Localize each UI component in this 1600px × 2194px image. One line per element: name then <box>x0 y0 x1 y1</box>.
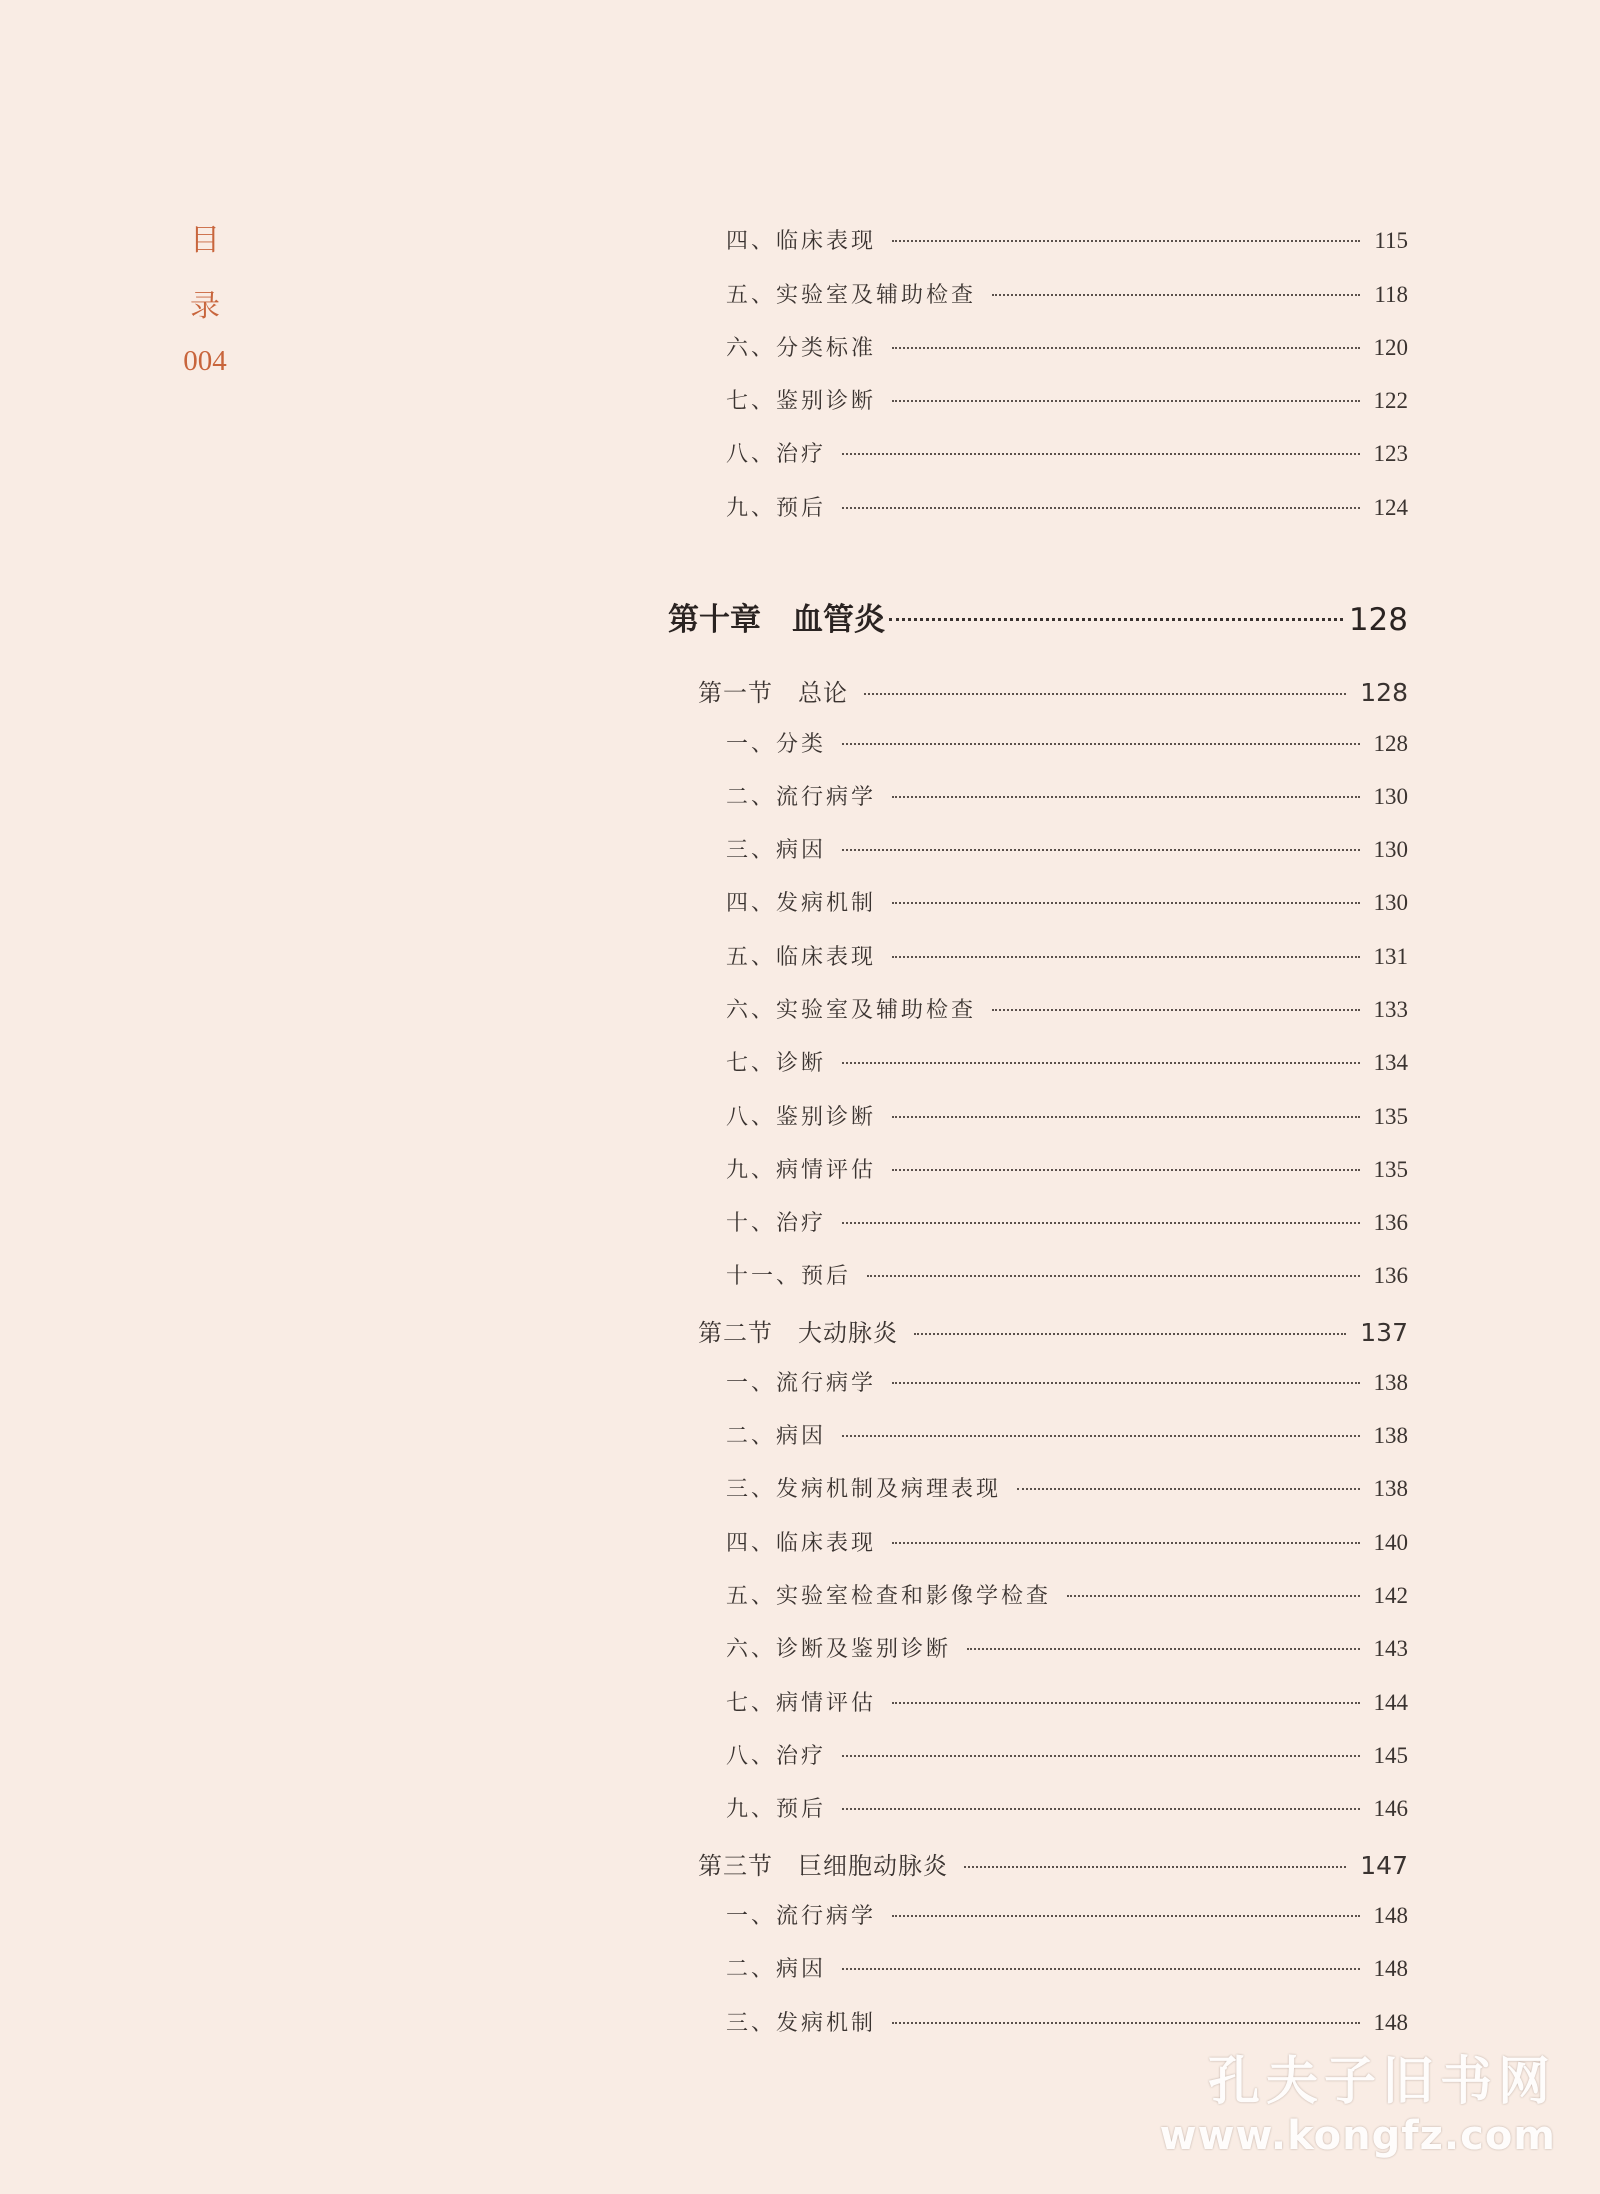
dot-leader <box>892 902 1359 904</box>
page-number-text: 004 <box>183 345 227 377</box>
dot-leader <box>967 1648 1359 1650</box>
toc-entry-page: 138 <box>1373 1423 1408 1448</box>
dot-leader <box>892 400 1359 402</box>
dot-leader <box>892 1116 1359 1118</box>
toc-item <box>726 224 1408 255</box>
toc-entry-label: 三、病因 <box>726 838 827 863</box>
toc-entry-page: 131 <box>1373 944 1408 969</box>
toc-item <box>726 1419 1408 1450</box>
toc-entry-label: 第十章 血管炎 <box>668 602 885 638</box>
toc-entry-page: 120 <box>1373 335 1408 360</box>
dot-leader <box>842 453 1359 455</box>
toc-item <box>726 1899 1408 1930</box>
toc-entry-page: 136 <box>1373 1210 1408 1235</box>
toc-entry-page: 134 <box>1373 1050 1408 1075</box>
dot-leader <box>892 347 1359 349</box>
toc-entry-page: 128 <box>1360 678 1408 707</box>
toc-entry-label: 二、病因 <box>726 1957 827 1982</box>
toc-entry-page: 115 <box>1374 228 1408 253</box>
toc-item <box>726 780 1408 811</box>
toc-entry-label: 八、治疗 <box>726 442 827 467</box>
watermark <box>1160 2052 1556 2160</box>
toc-item <box>726 1952 1408 1983</box>
toc-entry-page: 135 <box>1373 1157 1408 1182</box>
toc-entry-page: 128 <box>1373 731 1408 756</box>
toc-item <box>726 886 1408 917</box>
toc-chapter <box>668 594 1408 639</box>
dot-leader <box>1017 1488 1359 1490</box>
toc-item <box>726 1153 1408 1184</box>
toc-entry-page: 147 <box>1360 1851 1408 1880</box>
toc-entry-label: 第三节 巨细胞动脉炎 <box>698 1852 948 1880</box>
toc-item <box>726 278 1408 309</box>
dot-leader <box>889 618 1343 621</box>
dot-leader <box>964 1866 1346 1868</box>
toc-item <box>726 2006 1408 2037</box>
dot-leader <box>842 743 1359 745</box>
toc-entry-page: 124 <box>1373 495 1408 520</box>
toc-entry-page: 148 <box>1373 2010 1408 2035</box>
toc-entry-label: 二、病因 <box>726 1424 827 1449</box>
toc-item <box>726 727 1408 758</box>
toc-entry-page: 146 <box>1373 1796 1408 1821</box>
dot-leader <box>842 1808 1359 1810</box>
toc-entry-label: 八、治疗 <box>726 1744 827 1769</box>
toc-entry-page: 140 <box>1373 1530 1408 1555</box>
toc-entry-page: 143 <box>1373 1636 1408 1661</box>
dot-leader <box>842 1968 1359 1970</box>
dot-leader <box>842 849 1359 851</box>
toc-item <box>726 437 1408 468</box>
dot-leader <box>892 240 1360 242</box>
toc-entry-label: 一、流行病学 <box>726 1371 877 1396</box>
toc-item <box>726 384 1408 415</box>
toc-entry-label: 七、病情评估 <box>726 1691 877 1716</box>
toc-entry-label: 九、预后 <box>726 496 827 521</box>
toc-item <box>726 1472 1408 1503</box>
dot-leader <box>842 507 1359 509</box>
dot-leader <box>892 2022 1359 2024</box>
toc-entry-label: 七、鉴别诊断 <box>726 389 877 414</box>
dot-leader <box>892 1169 1359 1171</box>
toc-item <box>726 833 1408 864</box>
dot-leader <box>864 693 1346 695</box>
dot-leader <box>842 1062 1359 1064</box>
toc-item <box>726 1792 1408 1823</box>
toc-entry-label: 四、临床表现 <box>726 1531 877 1556</box>
toc-entry-label: 三、发病机制 <box>726 2011 877 2036</box>
dot-leader <box>1067 1595 1359 1597</box>
dot-leader <box>892 1382 1359 1384</box>
dot-leader <box>892 956 1359 958</box>
toc-entry-label: 五、实验室检查和影像学检查 <box>726 1584 1052 1609</box>
toc-entry-page: 148 <box>1373 1903 1408 1928</box>
toc-entry-label: 二、流行病学 <box>726 785 877 810</box>
toc-entry-label: 五、实验室及辅助检查 <box>726 283 977 308</box>
toc-item <box>726 1206 1408 1237</box>
dot-leader <box>892 1915 1359 1917</box>
toc-entry-page: 137 <box>1360 1318 1408 1347</box>
toc-entry-page: 142 <box>1373 1583 1408 1608</box>
toc-entry-label: 十、治疗 <box>726 1211 827 1236</box>
side-title-char-2: 录 <box>190 289 220 324</box>
toc-entry-page: 122 <box>1373 388 1408 413</box>
toc-item <box>726 1579 1408 1610</box>
toc-item <box>726 1686 1408 1717</box>
toc-entry-page: 130 <box>1373 784 1408 809</box>
dot-leader <box>842 1755 1359 1757</box>
toc-item <box>726 331 1408 362</box>
toc-entry-label: 六、分类标准 <box>726 336 877 361</box>
toc-entry-label: 一、分类 <box>726 732 827 757</box>
dot-leader <box>992 1009 1359 1011</box>
toc-entry-label: 六、诊断及鉴别诊断 <box>726 1637 952 1662</box>
toc-item <box>726 1046 1408 1077</box>
toc-entry-page: 123 <box>1373 441 1408 466</box>
toc-entry-label: 第一节 总论 <box>698 679 848 707</box>
toc-item <box>726 993 1408 1024</box>
toc-entry-label: 六、实验室及辅助检查 <box>726 998 977 1023</box>
toc-entry-page: 130 <box>1373 837 1408 862</box>
toc-entry-page: 133 <box>1373 997 1408 1022</box>
toc-entry-label: 五、临床表现 <box>726 945 877 970</box>
dot-leader <box>842 1222 1359 1224</box>
toc-entry-label: 九、预后 <box>726 1797 827 1822</box>
toc-entry-label: 八、鉴别诊断 <box>726 1105 877 1130</box>
toc-item <box>726 1366 1408 1397</box>
toc-entry-label: 九、病情评估 <box>726 1158 877 1183</box>
toc-entry-label: 三、发病机制及病理表现 <box>726 1477 1002 1502</box>
toc-entry-label: 四、发病机制 <box>726 891 877 916</box>
dot-leader <box>842 1435 1359 1437</box>
dot-leader <box>892 796 1359 798</box>
side-title-char-1: 目 <box>190 223 220 258</box>
toc-entry-page: 128 <box>1348 602 1408 638</box>
dot-leader <box>892 1542 1359 1544</box>
toc-entry-page: 148 <box>1373 1956 1408 1981</box>
toc-section <box>698 673 1408 708</box>
toc-entry-page: 144 <box>1373 1690 1408 1715</box>
toc-entry-page: 136 <box>1373 1263 1408 1288</box>
toc-item <box>726 1259 1408 1290</box>
toc-entry-label: 四、临床表现 <box>726 229 877 254</box>
toc-entry-label: 第二节 大动脉炎 <box>698 1319 898 1347</box>
dot-leader <box>914 1333 1346 1335</box>
toc-item <box>726 491 1408 522</box>
toc-item <box>726 1526 1408 1557</box>
toc-entry-page: 145 <box>1373 1743 1408 1768</box>
watermark-url: www.kongfz.com <box>1159 2113 1556 2159</box>
toc-item <box>726 1632 1408 1663</box>
dot-leader <box>892 1702 1359 1704</box>
toc-item <box>726 940 1408 971</box>
toc-item <box>726 1739 1408 1770</box>
dot-leader <box>867 1275 1359 1277</box>
toc-section <box>698 1846 1408 1881</box>
watermark-name: 孔夫子旧书网 <box>1207 2052 1556 2112</box>
toc-entry-page: 135 <box>1373 1104 1408 1129</box>
toc-entry-page: 118 <box>1374 282 1408 307</box>
toc-entry-page: 130 <box>1373 890 1408 915</box>
toc-section <box>698 1313 1408 1348</box>
toc-entry-page: 138 <box>1373 1476 1408 1501</box>
toc-item <box>726 1100 1408 1131</box>
toc-entry-label: 七、诊断 <box>726 1051 827 1076</box>
toc-entry-label: 十一、预后 <box>726 1264 852 1289</box>
dot-leader <box>992 294 1360 296</box>
toc-entry-page: 138 <box>1373 1370 1408 1395</box>
toc-entry-label: 一、流行病学 <box>726 1904 877 1929</box>
